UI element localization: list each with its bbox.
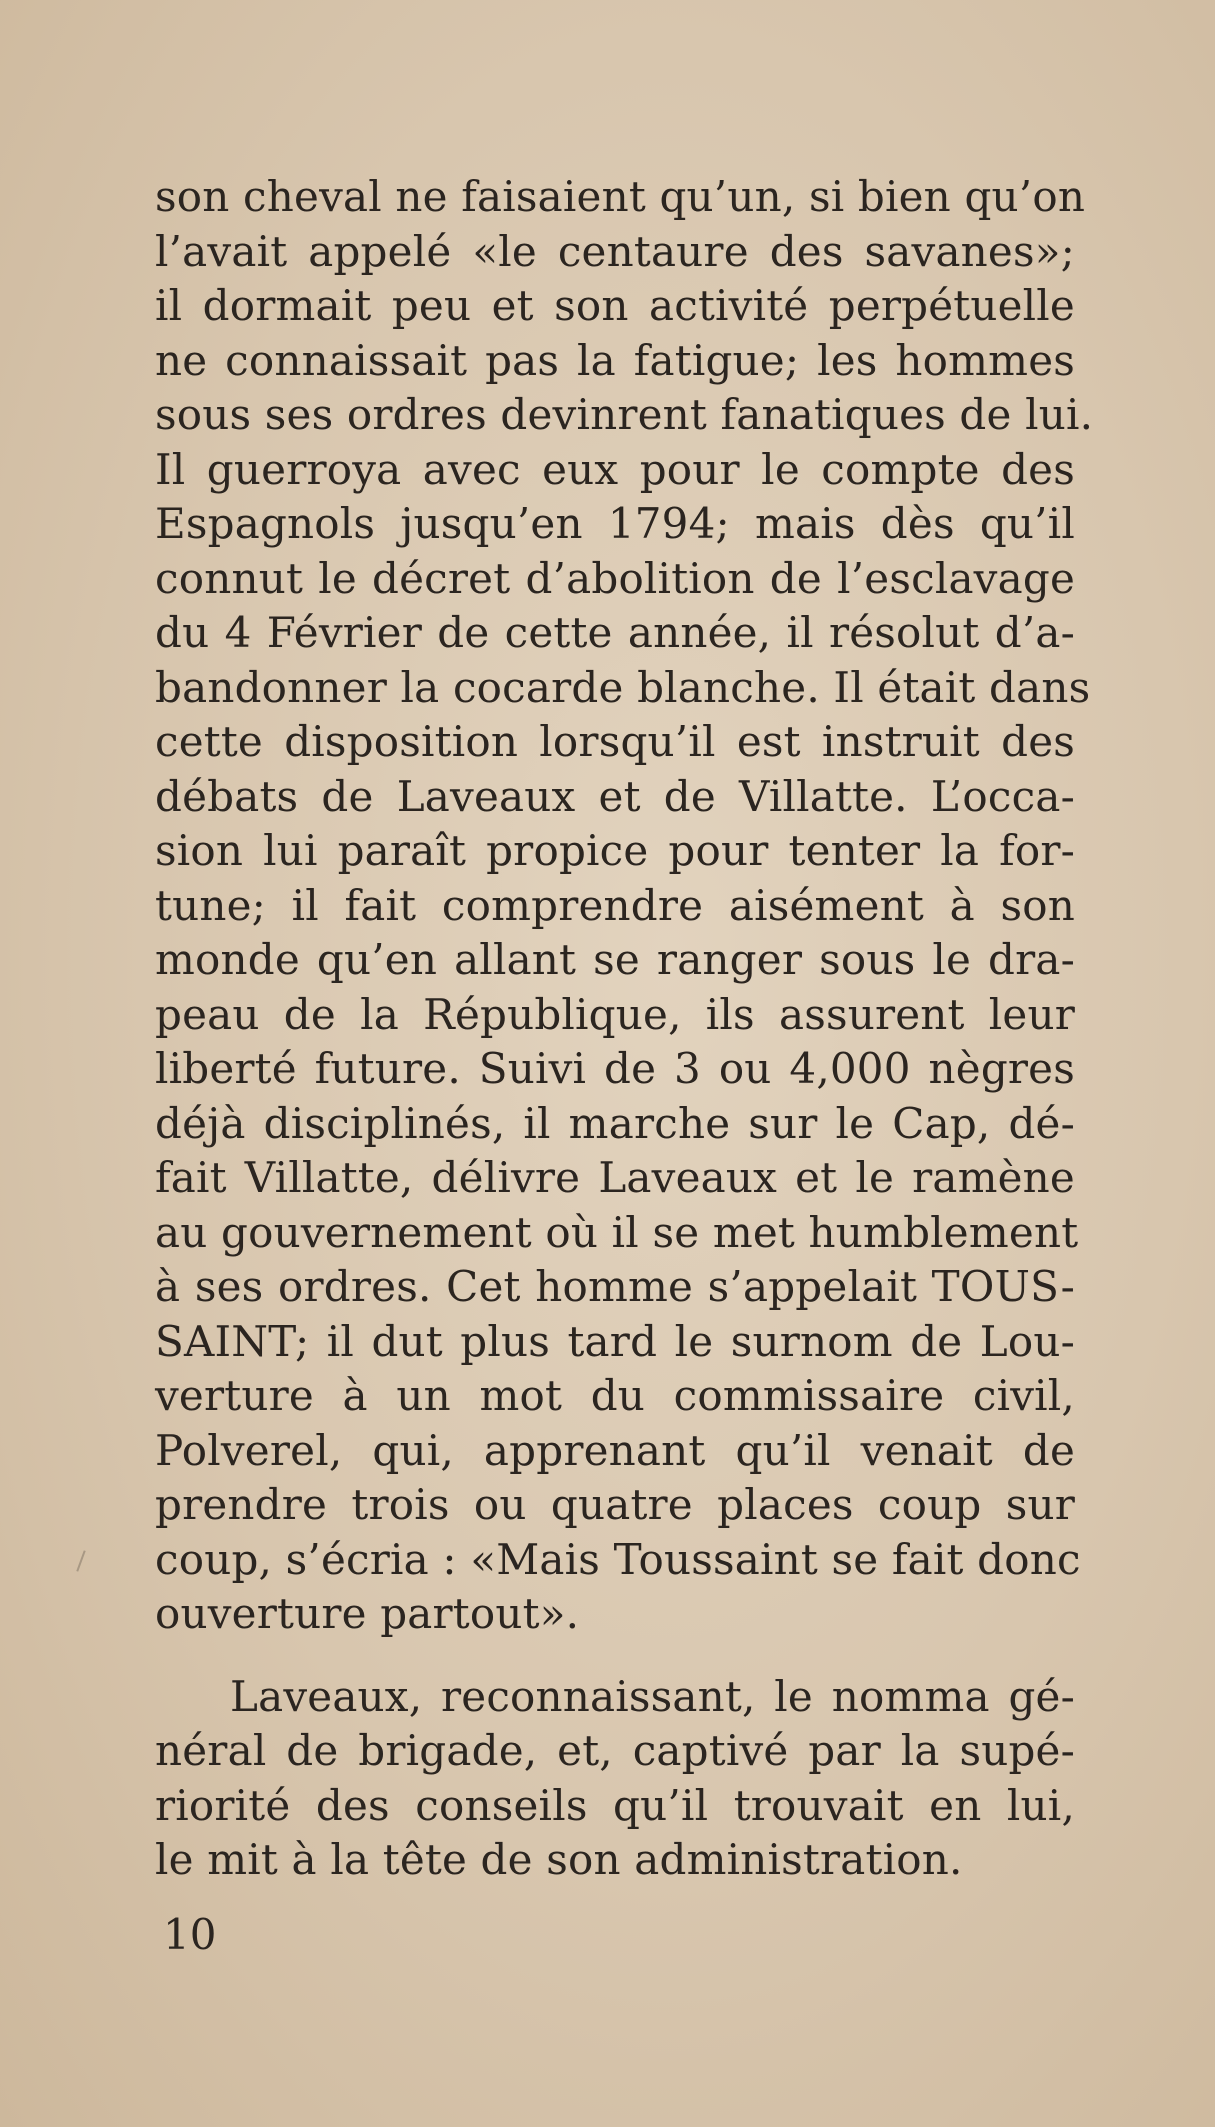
- text-line: il dormait peu et son activité perpétuelle: [155, 281, 1075, 330]
- text-line: à ses ordres. Cet homme s’appelait TOUS-: [155, 1262, 1075, 1311]
- text-line: son cheval ne faisaient qu’un, si bien qu’on: [155, 172, 1086, 221]
- paragraph-2: [155, 1670, 1075, 1888]
- text-line: Polverel, qui, apprenant qu’il venait de: [155, 1425, 1075, 1475]
- text-line: Laveaux, reconnaissant, le nomma gé-: [230, 1671, 1075, 1721]
- paragraph-1: [155, 170, 1094, 1642]
- text-line: peau de la République, ils assurent leur: [155, 989, 1075, 1039]
- text-line: ouverture partout».: [155, 1589, 580, 1638]
- text-line: bandonner la cocarde blanche. Il était dans: [155, 662, 1091, 712]
- text-line: verture à un mot du commissaire civil,: [155, 1371, 1075, 1420]
- stray-ink-mark: [76, 1550, 85, 1571]
- text-line: riorité des conseils qu’il trouvait en lui,: [155, 1780, 1075, 1830]
- text-line: l’avait appelé «le centaure des savanes»;: [155, 226, 1075, 276]
- text-line: connut le décret d’abolition de l’esclavage: [155, 553, 1075, 603]
- text-line: débats de Laveaux et de Villatte. L’occa-: [155, 771, 1075, 821]
- text-line: fait Villatte, délivre Laveaux et le ramène: [155, 1153, 1075, 1202]
- text-line: coup, s’écria : «Mais Toussaint se fait donc: [155, 1534, 1081, 1584]
- text-line: déjà disciplinés, il marche sur le Cap, dé-: [155, 1098, 1075, 1148]
- text-line: monde qu’en allant se ranger sous le dra-: [155, 935, 1075, 984]
- text-line: du 4 Février de cette année, il résolut d’a-: [155, 608, 1075, 657]
- text-line: SAINT; il dut plus tard le surnom de Lou-: [155, 1316, 1075, 1366]
- text-line: cette disposition lorsqu’il est instruit des: [155, 717, 1075, 766]
- text-line: prendre trois ou quatre places coup sur: [155, 1480, 1075, 1529]
- text-line: sous ses ordres devinrent fanatiques de lui.: [155, 390, 1094, 439]
- text-line: Espagnols jusqu’en 1794; mais dès qu’il: [155, 499, 1075, 548]
- text-line: le mit à la tête de son administration.: [155, 1835, 963, 1884]
- body-text: [155, 170, 1094, 1888]
- text-line: sion lui paraît propice pour tenter la for-: [155, 826, 1075, 875]
- text-line: tune; il fait comprendre aisément à son: [155, 880, 1075, 930]
- text-line: ne connaissait pas la fatigue; les hommes: [155, 335, 1075, 385]
- page-number: 10: [163, 1910, 217, 1959]
- text-line: néral de brigade, et, captivé par la supé-: [155, 1726, 1075, 1775]
- text-line: au gouvernement où il se met humblement: [155, 1207, 1079, 1257]
- text-line: liberté future. Suivi de 3 ou 4,000 nègres: [155, 1044, 1075, 1093]
- text-line: Il guerroya avec eux pour le compte des: [155, 444, 1075, 494]
